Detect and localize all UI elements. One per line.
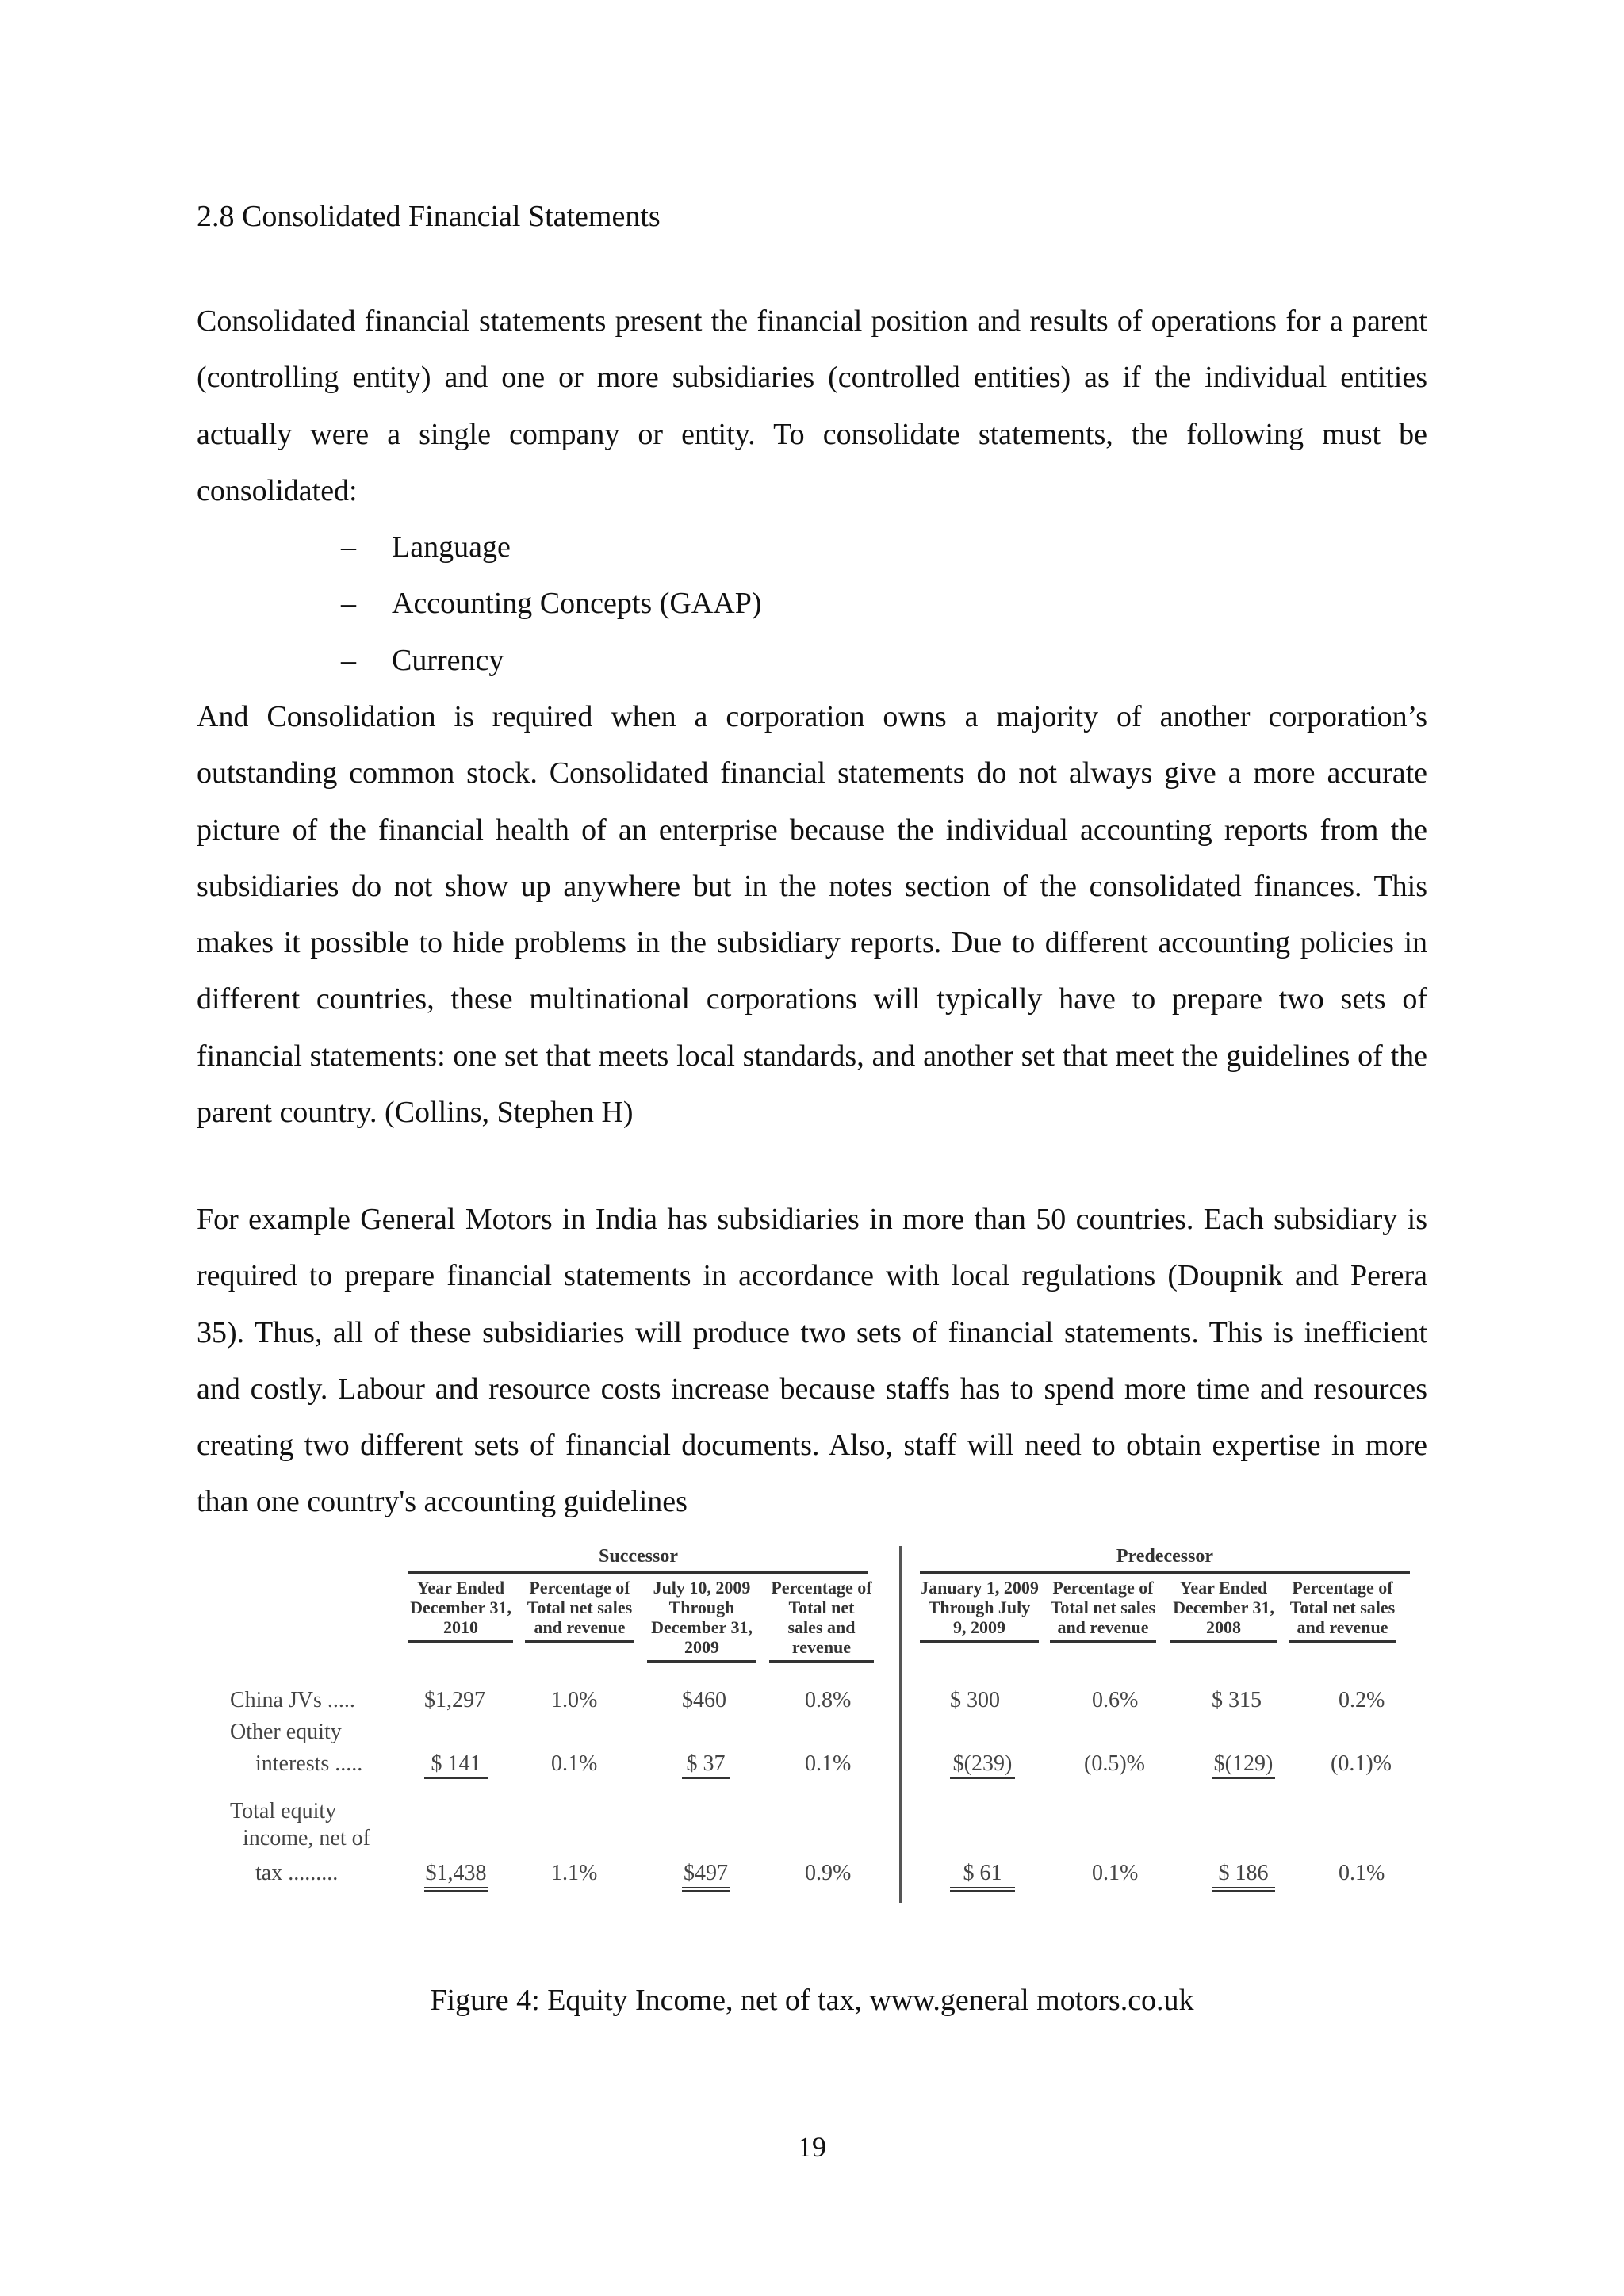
table-cell: $1,297 <box>424 1688 485 1712</box>
table-cell: 0.1% <box>1339 1861 1385 1885</box>
bullet-item: – Accounting Concepts (GAAP) <box>341 587 762 621</box>
row-label: interests ..... <box>255 1751 363 1776</box>
table-cell: $(239) <box>950 1751 1015 1779</box>
row-label: tax ......... <box>255 1861 339 1885</box>
group-header-successor: Successor <box>408 1546 868 1574</box>
table-cell: (0.5)% <box>1084 1751 1145 1776</box>
table-cell: $(129) <box>1212 1751 1275 1779</box>
table-cell: (0.1)% <box>1331 1751 1392 1776</box>
group-header-predecessor: Predecessor <box>920 1546 1410 1574</box>
table-cell: $ 315 <box>1212 1688 1262 1712</box>
table-cell: $ 186 <box>1212 1860 1275 1892</box>
row-label: income, net of <box>243 1826 370 1850</box>
row-label: Other equity <box>230 1720 342 1744</box>
table-cell: 0.6% <box>1092 1688 1139 1712</box>
table-cell: $ 61 <box>950 1860 1015 1892</box>
paragraph-consolidation: And Consolidation is required when a corporation owns a majority of another corporation’s outstanding common stock. Consolidated financial statements do not always give a more accurate picture of the financial health of an enterprise because the individual accounting reports from the subsidiaries do not show up anywhere but in the notes section of the consolidated finances. This makes it possible to hide problems in the subsidiary reports. Due to different accounting policies in different countries, these multinational corporations will typically have to prepare two sets of financial statements: one set that meets local standards, and another set that meet the guidelines of the parent country. (Collins, Stephen H) <box>197 700 1427 1130</box>
table-cell: 1.0% <box>551 1688 598 1712</box>
row-label: China JVs ..... <box>230 1688 355 1712</box>
figure-caption: Figure 4: Equity Income, net of tax, www.general motors.co.uk <box>430 1984 1194 2017</box>
bullet-item: – Language <box>341 530 511 564</box>
column-header: Year Ended December 31, 2010 <box>408 1578 513 1643</box>
equity-income-table <box>230 1546 1419 1911</box>
table-cell: $ 37 <box>682 1751 730 1779</box>
column-header: Percentage of Total net sales and revenue <box>525 1578 634 1643</box>
column-header: July 10, 2009 Through December 31, 2009 <box>647 1578 756 1663</box>
table-cell: $497 <box>682 1860 730 1892</box>
table-cell: 0.8% <box>805 1688 852 1712</box>
column-header: Percentage of Total net sales and revenue <box>769 1578 874 1663</box>
column-header: Percentage of Total net sales and revenue <box>1289 1578 1396 1643</box>
column-header: Percentage of Total net sales and revenue <box>1050 1578 1156 1643</box>
paragraph-intro: Consolidated financial statements present the financial position and results of operations for a parent (controlling entity) and one or more subsidiaries (controlled entities) as if the individual entities actually were a single company or entity. To consolidate statements, the following must be consolidated: <box>197 304 1427 507</box>
table-cell: 0.1% <box>1092 1861 1139 1885</box>
bullet-list <box>341 519 761 689</box>
group-divider <box>899 1546 902 1903</box>
paragraph-example: For example General Motors in India has subsidiaries in more than 50 countries. Each subsidiary is required to prepare financial statements in accordance with local regulations (Doupnik and Perera 35). Thus, all of these subsidiaries will produce two sets of financial statements. This is inefficient and costly. Labour and resource costs increase because staffs has to spend more time and resources creating two different sets of financial documents. Also, staff will need to obtain expertise in more than one country's accounting guidelines <box>197 1203 1427 1519</box>
table-cell: 1.1% <box>551 1861 598 1885</box>
table-cell: 0.9% <box>805 1861 852 1885</box>
column-header: January 1, 2009 Through July 9, 2009 <box>920 1578 1039 1643</box>
table-cell: 0.1% <box>805 1751 852 1776</box>
table-cell: $ 300 <box>950 1688 1000 1712</box>
table-cell: 0.1% <box>551 1751 598 1776</box>
table-cell: $460 <box>682 1688 726 1712</box>
page-number: 19 <box>798 2131 826 2163</box>
table-cell: $1,438 <box>424 1860 488 1892</box>
bullet-item: – Currency <box>341 643 504 677</box>
table-cell: 0.2% <box>1339 1688 1385 1712</box>
column-header: Year Ended December 31, 2008 <box>1170 1578 1277 1643</box>
row-label: Total equity <box>230 1799 337 1823</box>
section-heading: 2.8 Consolidated Financial Statements <box>197 200 661 233</box>
table-cell: $ 141 <box>424 1751 488 1779</box>
